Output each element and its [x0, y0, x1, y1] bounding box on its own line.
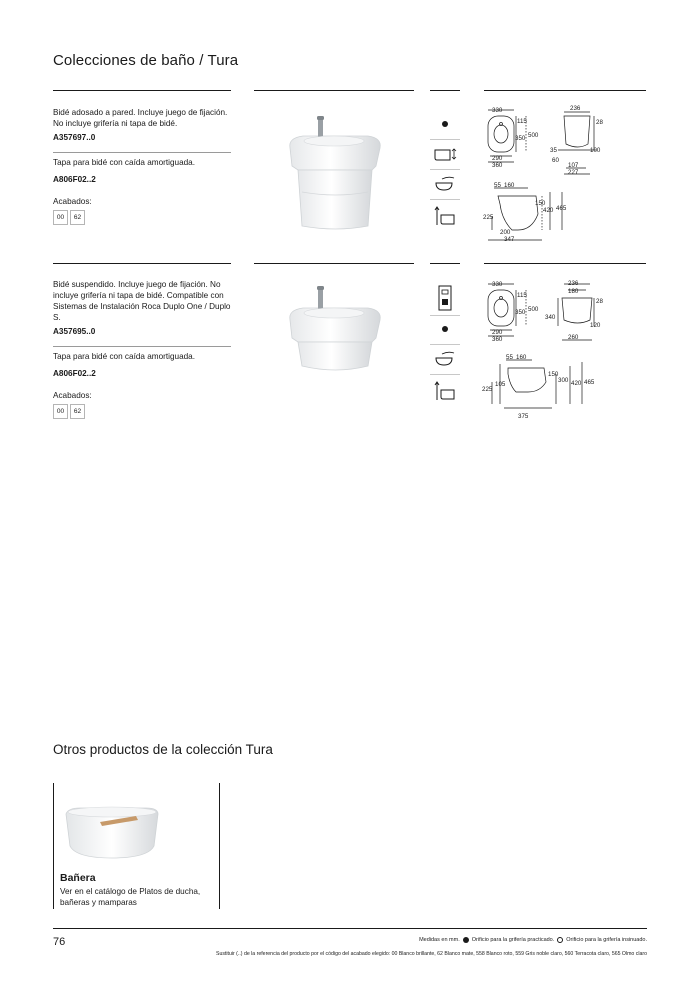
- open-dot-icon: [557, 937, 563, 943]
- finish-swatch[interactable]: 62: [70, 210, 85, 225]
- dimension-label: 107: [568, 162, 579, 169]
- divider: [53, 346, 231, 347]
- footer-note: Sustituir (..) de la referencia del producto por el código del acabado elegido: 00 Blanco brillante, 62 Blanco mate, 558 Blanco roto, 559 Gris noble claro, 560 Terracota claro, 565 Olmo claro: [215, 951, 647, 957]
- finishes-label: Acabados:: [53, 197, 92, 206]
- dimension-label: 120: [590, 322, 601, 329]
- dimension-label: 500: [528, 132, 539, 139]
- feature-icons: [430, 280, 460, 415]
- product-card-title: Bañera: [60, 872, 96, 884]
- dimension-label: 200: [500, 229, 511, 236]
- divider: [430, 263, 460, 264]
- dimension-label: 150: [548, 371, 559, 378]
- dimension-label: 500: [528, 306, 539, 313]
- dimension-label: 28: [596, 119, 603, 126]
- divider: [484, 263, 646, 264]
- product-description: Bidé suspendido. Incluye juego de fijación. No incluye grifería ni tapa de bidé. Compatible con Sistemas de Instalación Roca Duplo One / Duplo S.: [53, 280, 231, 322]
- accessory-reference: A806F02..2: [53, 369, 96, 378]
- dimension-label: 225: [483, 214, 494, 221]
- dimension-label: 225: [482, 386, 493, 393]
- legend-prefix: Medidas en mm.: [419, 937, 460, 943]
- dimension-label: 330: [492, 281, 503, 288]
- dimension-label: 260: [568, 334, 579, 341]
- product-reference: A357697..0: [53, 133, 96, 142]
- footer-divider: [53, 928, 647, 929]
- dimension-label: 290: [492, 155, 503, 162]
- dimension-label: 55: [506, 354, 513, 361]
- dimension-label: 180: [568, 288, 579, 295]
- finish-swatch[interactable]: 62: [70, 404, 85, 419]
- dimension-label: 115: [517, 292, 527, 299]
- dimension-label: 35: [550, 147, 557, 154]
- product-reference: A357695..0: [53, 327, 96, 336]
- divider: [53, 263, 231, 264]
- feature-icons: [430, 105, 460, 240]
- dimension-label: 236: [570, 105, 581, 112]
- dimension-label: 236: [568, 280, 579, 287]
- dimension-label: 28: [596, 298, 603, 305]
- dimension-label: 350: [515, 135, 526, 142]
- dimension-label: 150: [535, 200, 546, 207]
- dimension-label: 340: [545, 314, 556, 321]
- finish-swatches: [53, 210, 85, 225]
- dimension-label: 347: [504, 236, 515, 243]
- finish-swatch[interactable]: 00: [53, 404, 68, 419]
- divider: [53, 90, 231, 91]
- side-fixing-icon: [430, 378, 460, 404]
- page-title: Colecciones de baño / Tura: [53, 52, 239, 69]
- divider: [254, 263, 414, 264]
- dimension-label: 160: [516, 354, 527, 361]
- legend-open: Orificio para la grifería insinuado.: [566, 937, 647, 943]
- dimension-label: 100: [590, 147, 601, 154]
- divider: [430, 90, 460, 91]
- divider: [53, 152, 231, 153]
- dimension-label: 330: [492, 107, 503, 114]
- dimension-label: 60: [552, 157, 559, 164]
- page-number: 76: [53, 936, 66, 948]
- dimension-label: 160: [504, 182, 515, 189]
- product-description: Bidé adosado a pared. Incluye juego de fijación. No incluye grifería ni tapa de bidé.: [53, 108, 228, 128]
- dimension-label: 105: [495, 381, 506, 388]
- footer-legend: [419, 937, 647, 943]
- technical-drawing: [478, 278, 648, 418]
- finishes-label: Acabados:: [53, 391, 92, 400]
- section-title: Otros productos de la colección Tura: [53, 742, 273, 757]
- finish-swatches: [53, 404, 85, 419]
- finish-swatch[interactable]: 00: [53, 210, 68, 225]
- dimension-label: 290: [492, 329, 503, 336]
- product-card-description: Ver en el catálogo de Platos de ducha, bañeras y mamparas: [60, 887, 201, 907]
- legend-filled: Orificio para la grifería practicado.: [471, 937, 555, 943]
- bidet-wall-hung-photo: [268, 280, 398, 390]
- bidet-floor-photo: [268, 108, 398, 238]
- dimension-label: 360: [492, 336, 503, 343]
- hand-wash-icon: [430, 173, 460, 195]
- technical-drawing: [478, 104, 648, 244]
- dimension-label: 350: [515, 309, 526, 316]
- accessory-reference: A806F02..2: [53, 175, 96, 184]
- tap-hole-drilled-icon: [430, 318, 460, 340]
- divider: [484, 90, 646, 91]
- accessory-description: Tapa para bidé con caída amortiguada.: [53, 158, 196, 167]
- dimension-label: 420: [571, 380, 582, 387]
- dimension-label: 375: [518, 413, 529, 418]
- dimension-label: 115: [517, 118, 527, 125]
- hand-wash-icon: [430, 348, 460, 370]
- accessory-description: Tapa para bidé con caída amortiguada.: [53, 352, 196, 361]
- dimension-label: 227: [568, 169, 579, 176]
- installation-frame-icon: [430, 284, 460, 312]
- dimension-label: 360: [492, 162, 503, 169]
- dimension-label: 55: [494, 182, 501, 189]
- bathtub-photo: [62, 800, 162, 862]
- soft-close-seat-icon: [430, 143, 460, 165]
- dimension-label: 420: [543, 207, 554, 214]
- dimension-label: 300: [558, 377, 569, 384]
- divider: [254, 90, 414, 91]
- side-fixing-icon: [430, 203, 460, 229]
- dimension-label: 465: [556, 205, 567, 212]
- filled-dot-icon: [463, 937, 469, 943]
- tap-hole-drilled-icon: [430, 113, 460, 135]
- dimension-label: 465: [584, 379, 595, 386]
